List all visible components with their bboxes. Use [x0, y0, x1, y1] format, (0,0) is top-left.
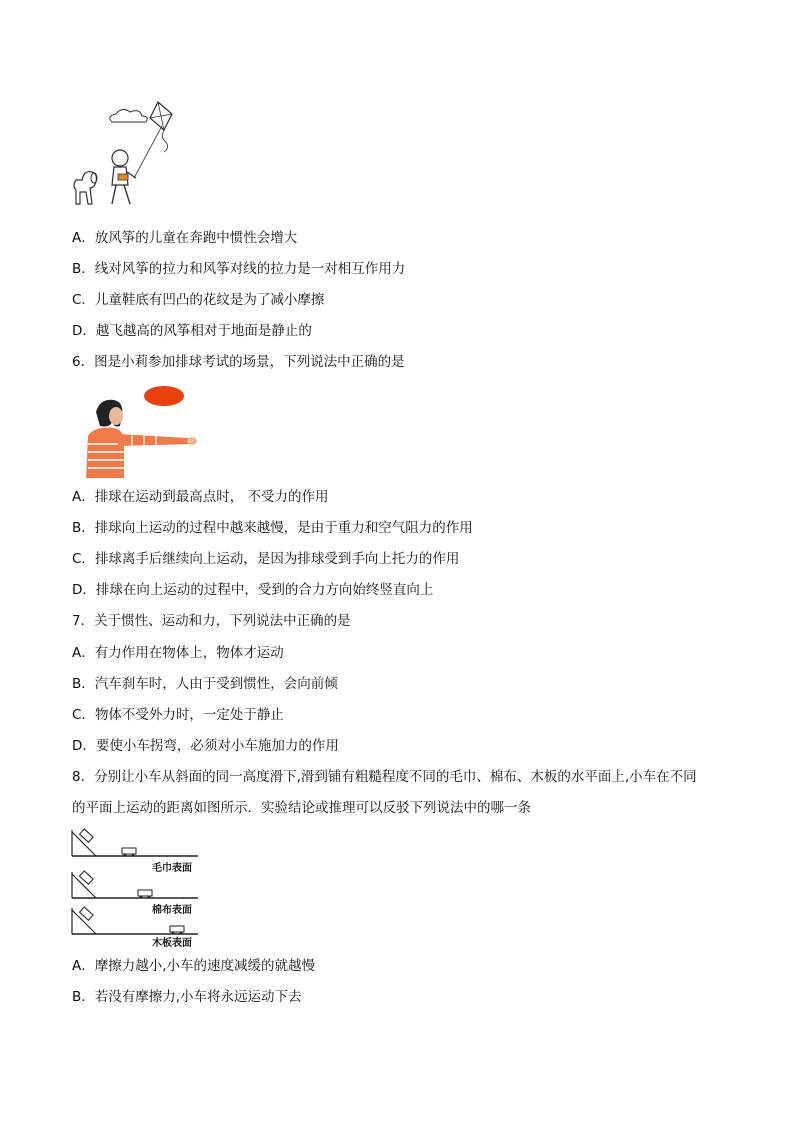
- q8-stem-line1: 8．分别让小车从斜面的同一高度滑下,滑到铺有粗糙程度不同的毛巾、棉布、木板的水平面上,小车在不同: [72, 769, 697, 785]
- q6-option-a: A．排球在运动到最高点时， 不受力的作用: [72, 489, 329, 505]
- q7-option-c: C．物体不受外力时，一定处于静止: [72, 707, 284, 723]
- q5-option-c: C．儿童鞋底有凹凸的花纹是为了减小摩擦: [72, 292, 325, 308]
- q7-option-d: D．要使小车拐弯，必须对小车施加力的作用: [72, 738, 339, 754]
- q6-option-c: C．排球离手后继续向上运动，是因为排球受到手向上托力的作用: [72, 551, 460, 567]
- q7-option-b: B．汽车刹车时，人由于受到惯性，会向前倾: [72, 676, 338, 692]
- incline-panel-wood: [70, 906, 200, 936]
- q7-option-a: A．有力作用在物体上，物体才运动: [72, 645, 284, 661]
- q5-option-d: D．越飞越高的风筝相对于地面是静止的: [72, 323, 312, 339]
- q5-option-a: A．放风筝的儿童在奔跑中惯性会增大: [72, 230, 298, 246]
- q6-option-d: D．排球在向上运动的过程中，受到的合力方向始终竖直向上: [72, 582, 434, 598]
- q8-stem-line2: 的平面上运动的距离如图所示．实验结论或推理可以反驳下列说法中的哪一条: [72, 800, 531, 816]
- surface-label-cotton: 棉布表面: [152, 905, 192, 916]
- volleyball-figure: [82, 384, 202, 478]
- q5-option-b: B．线对风筝的拉力和风筝对线的拉力是一对相互作用力: [72, 261, 406, 277]
- q6-stem: 6．图是小莉参加排球考试的场景，下列说法中正确的是: [72, 354, 405, 370]
- q7-stem: 7．关于惯性、运动和力，下列说法中正确的是: [72, 613, 351, 629]
- surface-label-wood: 木板表面: [152, 938, 192, 949]
- kite-figure: [72, 100, 182, 212]
- q8-option-a: A．摩擦力越小,小车的速度减缓的就越慢: [72, 958, 316, 974]
- incline-panel-cotton: [70, 870, 200, 900]
- incline-panel-towel: [70, 828, 200, 858]
- surface-label-towel: 毛巾表面: [152, 863, 192, 874]
- incline-experiment-figure: [70, 828, 200, 949]
- q6-option-b: B．排球向上运动的过程中越来越慢，是由于重力和空气阻力的作用: [72, 520, 473, 536]
- q8-option-b: B．若没有摩擦力,小车将永远运动下去: [72, 989, 302, 1005]
